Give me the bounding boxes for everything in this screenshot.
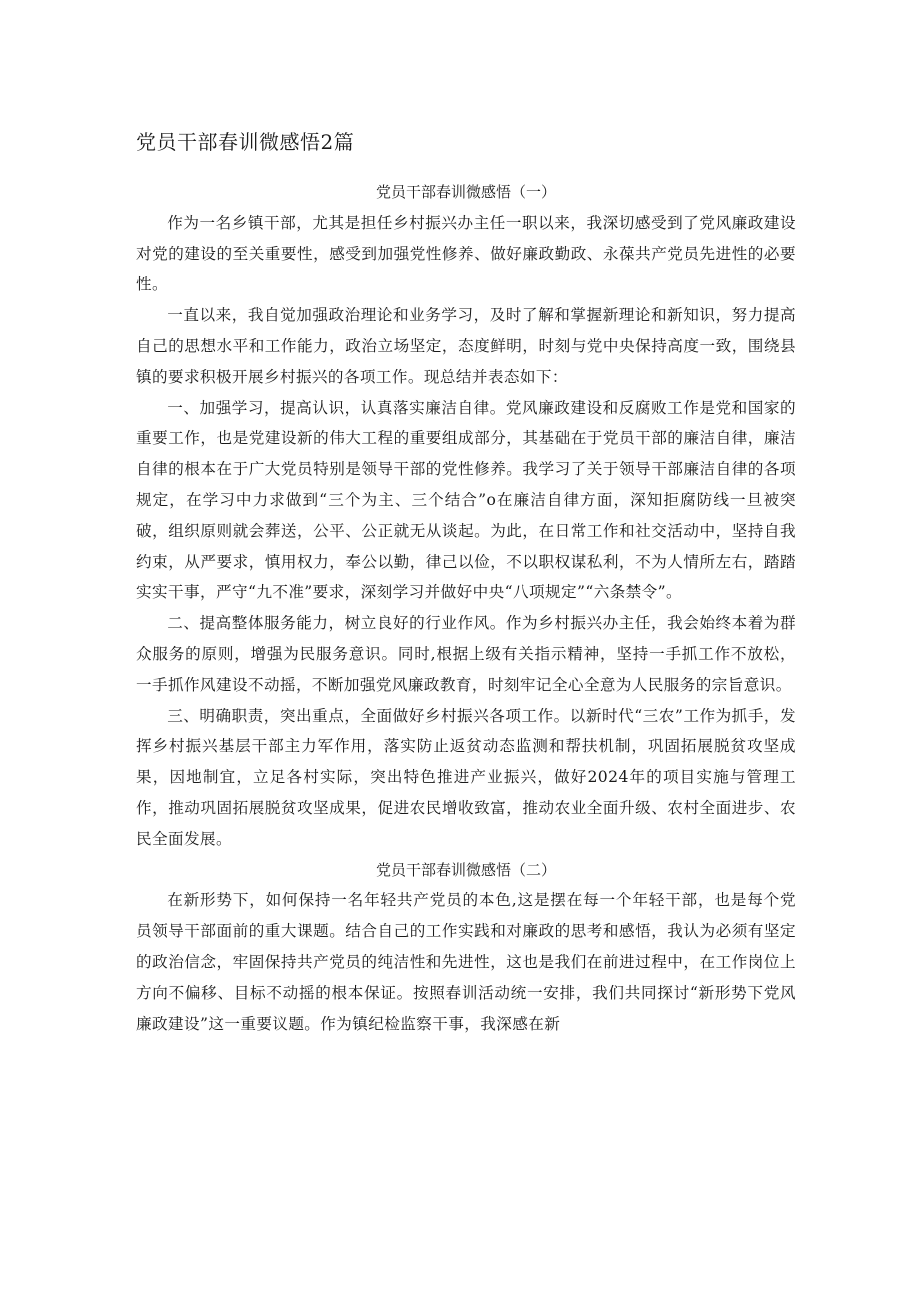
- paragraph: 在新形势下，如何保持一名年轻共产党员的本色,这是摆在每一个年轻干部，也是每个党员领导干部面前的重大课题。结合自己的工作实践和对廉政的思考和感悟，我认为必须有坚定的政治信念，牢固保持共产党员的纯洁性和先进性，这也是我们在前进过程中，在工作岗位上方向不偏移、目标不动摇的根本保证。按照春训活动统一安排，我们共同探讨“新形势下党风廉政建设”这一重要议题。作为镇纪检监察干事，我深感在新: [136, 891, 796, 1033]
- paragraph: 一、加强学习，提高认识，认真落实廉洁自律。党风廉政建设和反腐败工作是党和国家的重要工作，也是党建设新的伟大工程的重要组成部分，其基础在于党员干部的廉洁自律，廉洁自律的根本在于广大党员特别是领导干部的党性修养。我学习了关于领导干部廉洁自律的各项规定，在学习中力求做到“三个为主、三个结合”o在廉洁自律方面，深知拒腐防线一旦被突破，组织原则就会葬送，公平、公正就无从谈起。为此，在日常工作和社交活动中，坚持自我约束，从严要求，慎用权力，奉公以勤，律己以俭，不以职权谋私利，不为人情所左右，踏踏实实干事，严守“九不准”要求，深刻学习并做好中央“八项规定”“六条禁令”。: [136, 398, 796, 602]
- paragraph: 二、提高整体服务能力，树立良好的行业作风。作为乡村振兴办主任，我会始终本着为群众服务的原则，增强为民服务意识。同时,根据上级有关指示精神，坚持一手抓工作不放松，一手抓作风建设不动摇，不断加强党风廉政教育，时刻牢记全心全意为人民服务的宗旨意识。: [136, 614, 796, 694]
- section-heading-1: 党员干部春训微感悟（一）: [375, 183, 556, 201]
- document-title: 党员干部春训微感悟2篇: [136, 130, 355, 154]
- paragraph: 作为一名乡镇干部，尤其是担任乡村振兴办主任一职以来，我深切感受到了党风廉政建设对党的建设的至关重要性，感受到加强党性修养、做好廉政勤政、永葆共产党员先进性的必要性。: [136, 213, 796, 294]
- paragraph: 一直以来，我自觉加强政治理论和业务学习，及时了解和掌握新理论和新知识，努力提高自己的思想水平和工作能力，政治立场坚定，态度鲜明，时刻与党中央保持高度一致，围绕县镇的要求积极开展乡村振兴的各项工作。现总结并表态如下：: [136, 306, 796, 386]
- document-body: [136, 177, 796, 1039]
- paragraph: 三、明确职责，突出重点，全面做好乡村振兴各项工作。以新时代“三农”工作为抓手，发挥乡村振兴基层干部主力军作用，落实防止返贫动态监测和帮扶机制，巩固拓展脱贫攻坚成果，因地制宜，立足各村实际，突出特色推进产业振兴，做好2024年的项目实施与管理工作，推动巩固拓展脱贫攻坚成果，促进农民增收致富，推动农业全面升级、农村全面进步、农民全面发展。: [136, 706, 796, 848]
- section-heading-2: 党员干部春训微感悟（二）: [375, 860, 556, 879]
